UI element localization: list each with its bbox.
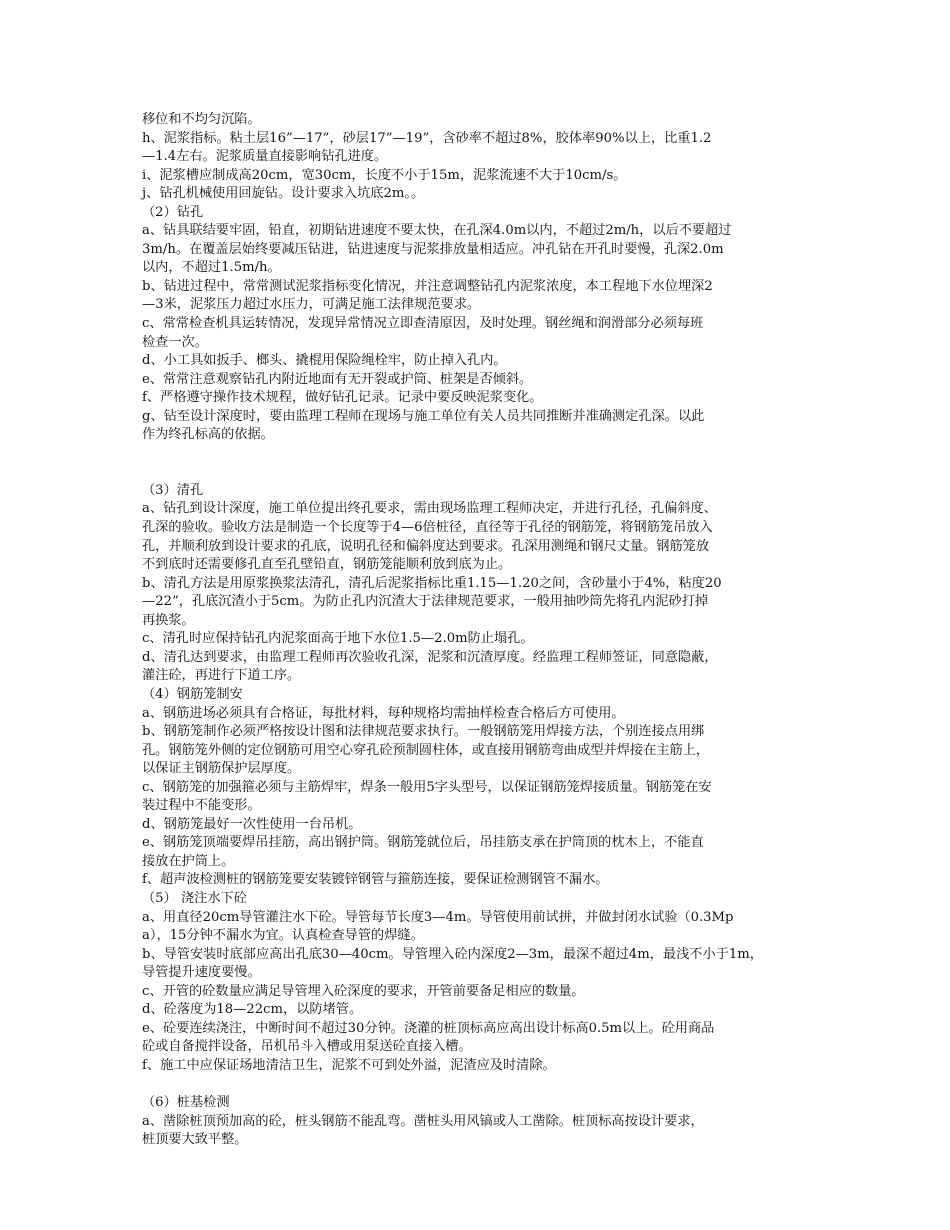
text-line: h、泥浆指标。粘土层16”—17”，砂层17”—19”，含砂率不超过8%，胶体率90%以上，比重1.2 [142,130,712,146]
text-line: b、钢筋笼制作必须严格按设计图和法律规范要求执行。一般钢筋笼用焊接方法，个别连接点用绑 [142,724,705,740]
text-line: 导管提升速度要慢。 [142,965,261,981]
text-line: d、砼落度为18—22cm，以防堵管。 [142,1002,363,1018]
text-line: —3米，泥浆压力超过水压力，可满足施工法律规范要求。 [142,297,481,313]
text-line: 作为终孔标高的依据。 [142,427,274,443]
text-line: 不到底时还需要修孔直至孔壁铅直，钢筋笼能顺利放到底为止。 [142,557,512,573]
text-line: e、常常注意观察钻孔内附近地面有无开裂或护筒、桩架是否倾斜。 [142,371,533,387]
text-line: 装过程中不能变形。 [142,798,261,814]
text-line: （6）桩基检测 [142,1094,230,1110]
text-line: —1.4左右。泥浆质量直接影响钻孔进度。 [142,149,388,165]
text-line: a、钢筋进场必须具有合格证，每批材料，每种规格均需抽样检查合格后方可使用。 [142,705,625,721]
document-body [142,111,812,1150]
text-line: 砼或自备搅拌设备，吊机吊斗入槽或用泵送砼直接入槽。 [142,1039,472,1055]
text-line: e、钢筋笼顶端要焊吊挂筋，高出钢护筒。钢筋笼就位后，吊挂筋支承在护筒顶的枕木上，不能直 [142,835,704,851]
blank-line [142,463,812,482]
text-line: c、钢筋笼的加强箍必须与主筋焊牢，焊条一般用5字头型号，以保证钢筋笼焊接质量。钢筋笼在安 [142,779,712,795]
text-line: （4）钢筋笼制安 [142,686,243,702]
text-line: b、清孔方法是用原浆换浆法清孔，清孔后泥浆指标比重1.15—1.20之间，含砂量小于4%，粘度20 [142,575,722,591]
text-line: c、开管的砼数量应满足导管埋入砼深度的要求，开管前要备足相应的数量。 [142,983,585,999]
text-line: a、用直径20cm导管灌注水下砼。导管每节长度3—4m。导管使用前试拼，并做封闭水试验（0.3Mp [142,909,734,925]
text-line: 以内，不超过1.5m/h。 [142,260,281,276]
text-line: b、钻进过程中，常常测试泥浆指标变化情况，并注意调整钻孔内泥浆浓度，本工程地下水位埋深2 [142,278,713,294]
text-line: 灌注砼，再进行下道工序。 [142,668,301,684]
text-line: 以保证主钢筋保护层厚度。 [142,761,301,777]
text-line: a、凿除桩顶预加高的砼，桩头钢筋不能乱弯。凿桩头用风镐或人工凿除。桩顶标高按设计要求， [142,1113,704,1129]
text-line: c、常常检查机具运转情况，发现异常情况立即查清原因，及时处理。钢丝绳和润滑部分必须每班 [142,316,704,332]
blank-line [142,445,812,464]
text-line: —22”，孔底沉渣小于5cm。为防止孔内沉渣大于法律规范要求，一般用抽吵筒先将孔内泥砂打掉 [142,594,709,610]
text-line: d、钢筋笼最好一次性使用一台吊机。 [142,816,362,832]
text-line: c、清孔时应保持钻孔内泥浆面高于地下水位1.5—2.0m防止塌孔。 [142,631,534,647]
text-line: j、钻孔机械使用回旋钻。设计要求入坑底2m。。 [142,186,425,202]
text-line: b、导管安装时底部应高出孔底30—40cm。导管埋入砼内深度2—3m，最深不超过4m，最浅不小于1m， [142,946,763,962]
text-line: 孔，并顺利放到设计要求的孔底，说明孔径和偏斜度达到要求。孔深用测绳和钢尺丈量。钢筋笼放 [142,538,710,554]
text-line: g、钻至设计深度时，要由监理工程师在现场与施工单位有关人员共同推断并准确测定孔深。以此 [142,408,705,424]
text-line: d、清孔达到要求，由监理工程师再次验收孔深，泥浆和沉渣厚度。经监理工程师签证，同意隐蔽， [142,649,718,665]
text-line: a、钻具联结要牢固，铅直，初期钻进速度不要太快，在孔深4.0m以内，不超过2m/h，以后不要超过 [142,223,732,239]
text-line: 孔。钢筋笼外侧的定位钢筋可用空心穿孔砼预制圆柱体，或直接用钢筋弯曲成型并焊接在主筋上， [142,742,710,758]
text-line: f、严格遵守操作技术规程，做好钻孔记录。记录中要反映泥浆变化。 [142,390,543,406]
text-line: （2）钻孔 [142,204,204,220]
text-line: f、施工中应保证场地清洁卫生，泥浆不可到处外溢，泥渣应及时清除。 [142,1057,556,1073]
text-line: a、钻孔到设计深度，施工单位提出终孔要求，需由现场监理工程师决定，并进行孔径，孔偏斜度、 [142,501,717,517]
blank-line [142,1075,812,1094]
text-line: 检查一次。 [142,334,208,350]
text-line: 接放在护筒上。 [142,853,235,869]
text-line: 再换浆。 [142,612,195,628]
text-line: e、砼要连续浇注，中断时间不超过30分钟。浇灌的桩顶标高应高出设计标高0.5m以上。砼用商品 [142,1020,715,1036]
text-line: d、小工具如扳手、榔头、撬棍用保险绳栓牢，防止掉入孔内。 [142,353,507,369]
text-line: （3）清孔 [142,482,204,498]
text-line: 桩顶要大致平整。 [142,1132,248,1148]
text-line: 孔深的验收。验收方法是制造一个长度等于4—6倍桩径，直径等于孔径的钢筋笼，将钢筋笼吊放入 [142,520,713,536]
text-line: a），15分钟不漏水为宜。认真检查导管的焊缝。 [142,928,424,944]
text-line: f、超声波检测桩的钢筋笼要安装镀锌钢管与箍筋连接，要保证检测钢管不漏水。 [142,872,609,888]
text-line: 3m/h。在覆盖层始终要减压钻进，钻进速度与泥浆排放量相适应。冲孔钻在开孔时要慢，孔深2.0m [142,241,724,257]
text-line: i、泥浆槽应制成高20cm，宽30cm，长度不小于15m，泥浆流速不大于10cm/s。 [142,167,627,183]
text-line: （5） 浇注水下砼 [142,890,247,906]
text-line: 移位和不均匀沉陷。 [142,112,261,127]
